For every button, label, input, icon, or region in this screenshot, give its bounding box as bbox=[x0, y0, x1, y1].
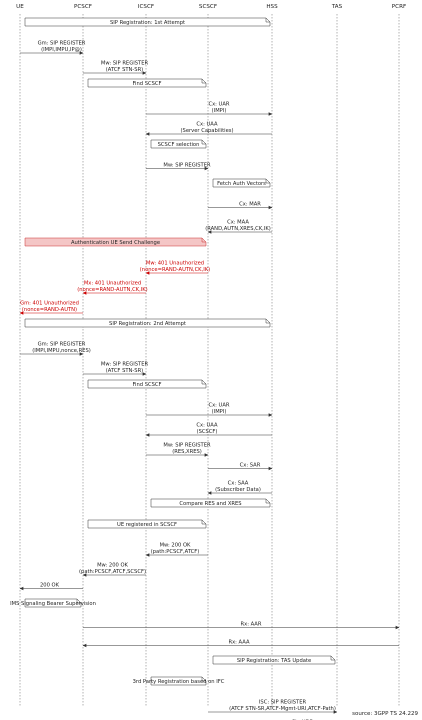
participant-scscf: SCSCF bbox=[198, 4, 218, 10]
message-label: Gm: 401 Unauthorized bbox=[20, 300, 79, 307]
message-cx-uar bbox=[146, 403, 272, 416]
message-rx-aaa bbox=[83, 640, 399, 646]
message-params: (ATCF STN-SR) bbox=[105, 67, 144, 73]
participant-pcrf: PCRF bbox=[391, 4, 407, 10]
message-cx-uaa bbox=[146, 423, 272, 436]
message-gm-401-unauthorized bbox=[20, 301, 83, 314]
note-fetch-auth-vectors bbox=[213, 179, 270, 187]
message-label: Cx: SAR bbox=[239, 462, 261, 469]
message-flow bbox=[10, 18, 399, 720]
message-label: Mw: SIP REGISTER bbox=[100, 60, 149, 67]
participant-headers bbox=[16, 4, 406, 10]
challenge-note bbox=[25, 238, 206, 246]
note-sip-registration-tas-update bbox=[213, 656, 335, 664]
message-label: Cx: SAA bbox=[227, 480, 249, 487]
note-text: SIP Registration: TAS Update bbox=[236, 658, 312, 664]
note-compare-res-and-xres bbox=[151, 499, 270, 507]
message-label: Mx: 401 Unauthorized bbox=[83, 280, 142, 287]
message-gm-sip-register bbox=[20, 41, 86, 54]
note-ue-registered-in-scscf bbox=[88, 520, 206, 528]
message-isc-sip-register bbox=[208, 700, 337, 713]
message-mw-200-ok bbox=[146, 543, 208, 556]
message-label: Rx: AAR bbox=[240, 621, 262, 628]
message-label: Cx: UAA bbox=[196, 422, 218, 429]
message-mx-401-unauthorized bbox=[77, 281, 147, 294]
message-mw-401-unauthorized bbox=[140, 261, 210, 274]
message-label: Rx: AAA bbox=[228, 639, 250, 646]
note-3rd-party-registration-based-on-ifc bbox=[133, 677, 225, 685]
message-params: (IMPI,IMPU,nonce,RES) bbox=[32, 348, 91, 354]
message-cx-sar bbox=[208, 463, 272, 469]
message-label: Gm: SIP REGISTER bbox=[37, 40, 86, 47]
message-mw-sip-register bbox=[146, 163, 211, 169]
message-mw-200-ok bbox=[79, 563, 146, 576]
message-cx-maa bbox=[205, 220, 272, 233]
participant-tas: TAS bbox=[331, 4, 343, 10]
message-params: (path:PCSCF,ATCF) bbox=[150, 549, 200, 555]
note-ims-signaling-bearer-supervision bbox=[10, 599, 96, 607]
message-params: (IMPI,IMPU,IP@) bbox=[41, 47, 82, 53]
source-note: source: 3GPP TS 24.229 bbox=[352, 711, 418, 717]
message-label: Mw: 200 OK bbox=[97, 562, 128, 569]
message-label: Mw: SIP REGISTER bbox=[100, 361, 149, 368]
participant-ue: UE bbox=[16, 4, 24, 10]
message-params: (SCSCF) bbox=[196, 429, 218, 435]
note-text: Find SCSCF bbox=[132, 81, 162, 87]
note-scscf-selection bbox=[151, 140, 206, 148]
participant-icscf: ICSCF bbox=[137, 4, 155, 10]
message-label: Mw: 200 OK bbox=[159, 542, 191, 549]
message-params: (Server Capabilities) bbox=[180, 128, 234, 134]
participant-pcscf: PCSCF bbox=[74, 4, 92, 10]
note-text: SIP Registration: 1st Attempt bbox=[109, 20, 186, 26]
message-label: Cx: UAR bbox=[208, 402, 230, 409]
message-params: (nonce=RAND-AUTN,CK,IK) bbox=[77, 287, 148, 293]
message-params: (path:PCSCF,ATCF,SCSCF) bbox=[79, 569, 146, 575]
note-text: UE registered in SCSCF bbox=[117, 522, 177, 528]
message-cx-mar bbox=[208, 202, 272, 208]
note-text: Find SCSCF bbox=[132, 382, 162, 388]
message-label: Gm: SIP REGISTER bbox=[37, 341, 86, 348]
note-sip-registration-2nd-attempt bbox=[25, 319, 270, 327]
message-label: Cx: MAR bbox=[239, 201, 261, 208]
message-params: (Subscriber Data) bbox=[215, 487, 261, 493]
message-cx-saa bbox=[208, 481, 272, 494]
message-label: Cx: MAA bbox=[227, 219, 249, 226]
message-params: (ATCF STN-SR,ATCF-Mgmt-URI,ATCF-Path) bbox=[229, 706, 336, 712]
message-params: (nonce=RAND-AUTN) bbox=[21, 307, 78, 313]
note-text: SCSCF selection bbox=[157, 142, 200, 148]
note-text: Authentication UE Send Challenge bbox=[70, 240, 161, 246]
message-cx-uar bbox=[146, 102, 272, 115]
message-mw-sip-register bbox=[83, 61, 148, 74]
message-mw-sip-register bbox=[146, 443, 211, 456]
participant-hss: HSS bbox=[266, 4, 278, 10]
message-rx-aar bbox=[83, 622, 399, 628]
note-sip-registration-1st-attempt bbox=[25, 18, 270, 26]
note-text: IMS Signaling Bearer Supervision bbox=[10, 601, 96, 607]
message-params: (IMPI) bbox=[211, 108, 227, 114]
message-cx-uaa bbox=[146, 122, 272, 135]
note-text: SIP Registration: 2nd Attempt bbox=[109, 321, 186, 327]
message-label: Cx: UAR bbox=[208, 101, 230, 108]
message-params: (nonce=RAND-AUTN,CK,IK) bbox=[139, 267, 211, 273]
message-label: Cx: UAA bbox=[196, 121, 218, 128]
message-gm-sip-register bbox=[20, 342, 91, 355]
message-params: (RAND,AUTN,XRES,CK,IK) bbox=[205, 226, 271, 232]
note-text: Fetch Auth Vectors bbox=[217, 181, 266, 187]
message-params: (IMPI) bbox=[211, 409, 227, 415]
note-text: 3rd Party Registration based on IFC bbox=[132, 679, 225, 685]
message-label: 200 OK bbox=[39, 582, 60, 589]
message-label: Mw: SIP REGISTER bbox=[163, 162, 211, 169]
message-params: (ATCF STN-SR) bbox=[105, 368, 144, 374]
message-label: Mw: 401 Unauthorized bbox=[145, 260, 205, 267]
message-params: (RES,XRES) bbox=[172, 449, 202, 455]
note-find-scscf bbox=[88, 79, 206, 87]
message-mw-sip-register bbox=[83, 362, 148, 375]
note-text: Compare RES and XRES bbox=[179, 501, 242, 507]
message-200-ok bbox=[20, 583, 83, 589]
message-label: ISC: SIP REGISTER bbox=[258, 699, 307, 706]
note-find-scscf bbox=[88, 380, 206, 388]
message-label: Mw: SIP REGISTER bbox=[163, 442, 211, 449]
